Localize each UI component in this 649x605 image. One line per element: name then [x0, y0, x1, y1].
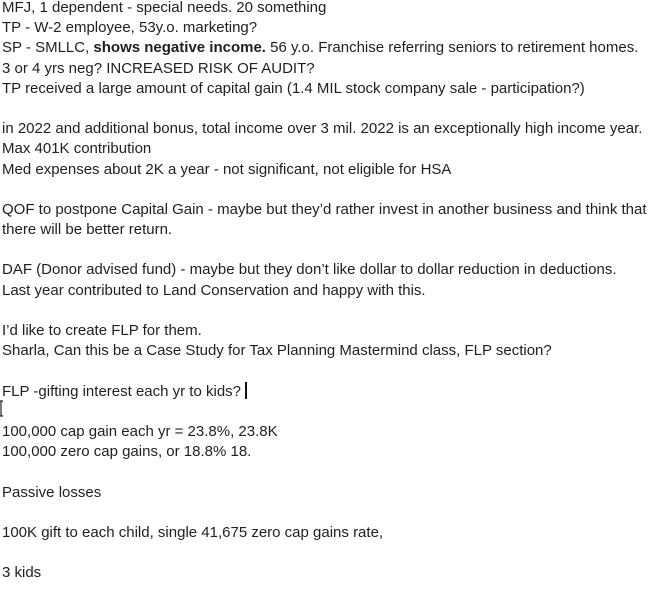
- text-line-zero-cap-gains: 100,000 zero cap gains, or 18.8% 18.: [2, 443, 252, 461]
- text-line-qof: QOF to postpone Capital Gain - maybe but they’d rather invest in another business and think that there will be better return.: [2, 200, 647, 239]
- flp-gifting-text: FLP -gifting interest each yr to kids?: [2, 382, 242, 400]
- sp-suffix: 56 y.o. Franchise referring seniors to retirement homes.: [265, 39, 639, 57]
- text-line-mfj: MFJ, 1 dependent - special needs. 20 something: [2, 0, 327, 16]
- blank-line: [2, 503, 647, 523]
- blank-line: [2, 240, 647, 260]
- text-line-daf: DAF (Donor advised fund) - maybe but they don’t like dollar to dollar reduction in deductions.: [2, 261, 617, 279]
- text-line-passive-losses: Passive losses: [2, 483, 102, 501]
- text-line-case-study: Sharla, Can this be a Case Study for Tax Planning Mastermind class, FLP section?: [2, 342, 552, 360]
- blank-line: [2, 180, 647, 200]
- text-line-land-conservation: Last year contributed to Land Conservation and happy with this.: [2, 281, 426, 299]
- text-cursor: [245, 382, 247, 399]
- blank-line: [2, 543, 647, 563]
- text-line-sp-smllc: [2, 38, 647, 58]
- text-line-capital-gain: TP received a large amount of capital gain (1.4 MIL stock company sale - participation?): [2, 79, 585, 97]
- sp-bold-text: shows negative income.: [93, 39, 266, 57]
- document-body[interactable]: [2, 0, 647, 583]
- blank-line: [2, 361, 647, 381]
- text-line-create-flp: I’d like to create FLP for them.: [2, 322, 202, 340]
- blank-line: [2, 462, 647, 482]
- ibeam-cursor-icon: [0, 400, 6, 417]
- text-line-med-expenses: Med expenses about 2K a year - not significant, not eligible for HSA: [2, 160, 452, 178]
- text-line-401k: Max 401K contribution: [2, 140, 152, 158]
- blank-line: [2, 99, 647, 119]
- text-line-flp-gifting[interactable]: [2, 382, 647, 402]
- text-line-gift-each-child: 100K gift to each child, single 41,675 zero cap gains rate,: [2, 523, 384, 541]
- text-line-cap-gain-each-yr: 100,000 cap gain each yr = 23.8%, 23.8K: [2, 422, 278, 440]
- text-line-audit-risk: 3 or 4 yrs neg? INCREASED RISK OF AUDIT?: [2, 59, 315, 77]
- blank-line: [2, 402, 647, 422]
- sp-prefix: SP - SMLLC,: [2, 39, 94, 57]
- text-line-2022-income: in 2022 and additional bonus, total income over 3 mil. 2022 is an exceptionally high income year.: [2, 120, 643, 138]
- text-line-3-kids: 3 kids: [2, 564, 42, 582]
- blank-line: [2, 301, 647, 321]
- text-line-tp-employee: TP - W-2 employee, 53y.o. marketing?: [2, 19, 258, 37]
